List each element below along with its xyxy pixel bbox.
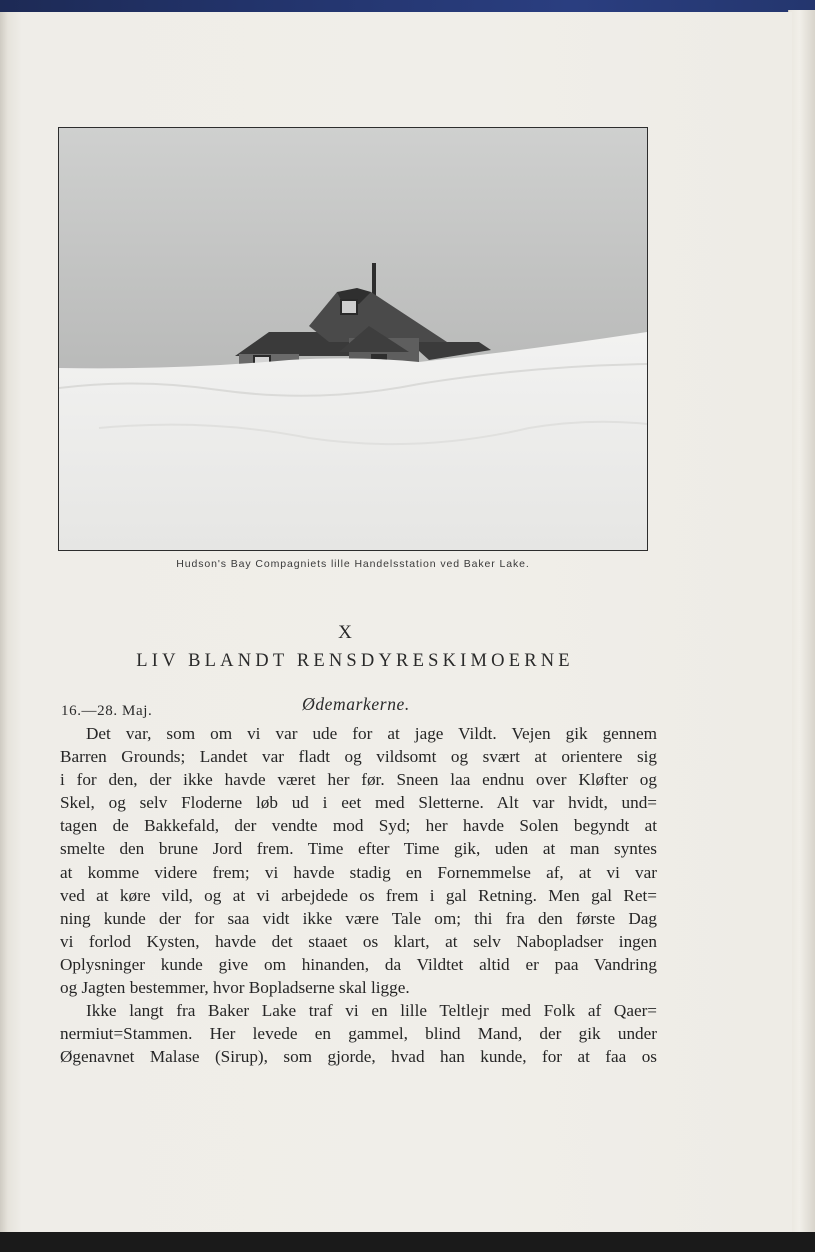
- text-line: ning kunde der for saa vidt ikke være Tale om; thi fra den første Dag: [60, 908, 657, 928]
- text-line: ved at køre vild, og at vi arbejdede os frem i gal Retning. Men gal Ret=: [60, 885, 657, 905]
- body-text: [60, 722, 657, 1068]
- text-line: Ikke langt fra Baker Lake traf vi en lille Teltlejr med Folk af Qaer=: [86, 1001, 657, 1021]
- page-stack-edge: [788, 10, 815, 1235]
- text-line: vi forlod Kysten, havde det staaet os klart, at selv Nabopladser ingen: [60, 931, 657, 951]
- photo-caption: Hudson's Bay Compagniets lille Handelsstation ved Baker Lake.: [176, 558, 530, 570]
- text-line: at komme videre frem; vi havde stadig en Fornemmelse af, at vi var: [60, 862, 657, 882]
- text-line: og Jagten bestemmer, hvor Bopladserne skal ligge.: [60, 978, 410, 998]
- text-line: Barren Grounds; Landet var fladt og vildsomt og svært at orientere sig: [60, 747, 657, 767]
- book-cover-edge-bottom: [0, 1232, 815, 1252]
- text-line: i for den, der ikke havde været her før. Sneen laa endnu over Kløfter og: [60, 770, 657, 790]
- text-line: tagen de Bakkefald, der vendte mod Syd; her havde Solen begyndt at: [60, 816, 657, 836]
- chapter-title: LIV BLANDT RENSDYRESKIMOERNE: [136, 651, 574, 671]
- text-line: smelte den brune Jord frem. Time efter Time gik, uden at man syntes: [60, 839, 657, 859]
- text-line: Oplysninger kunde give om hinanden, da Vildtet altid er paa Vandring: [60, 954, 657, 974]
- text-line: Det var, som om vi var ude for at jage Vildt. Vejen gik gennem: [86, 724, 657, 743]
- photo-illustration: [59, 128, 647, 550]
- text-line: nermiut=Stammen. Her levede en gammel, blind Mand, der gik under: [60, 1024, 657, 1044]
- photograph-trading-station: [58, 127, 648, 551]
- date-note: 16.—28. Maj.: [61, 703, 153, 719]
- text-line: Øgenavnet Malase (Sirup), som gjorde, hvad han kunde, for at faa os: [60, 1047, 657, 1067]
- chapter-number: X: [338, 622, 352, 643]
- section-title: Ødemarkerne.: [302, 694, 410, 714]
- text-line: Skel, og selv Floderne løb ud i eet med Sletterne. Alt var hvidt, und=: [60, 793, 657, 813]
